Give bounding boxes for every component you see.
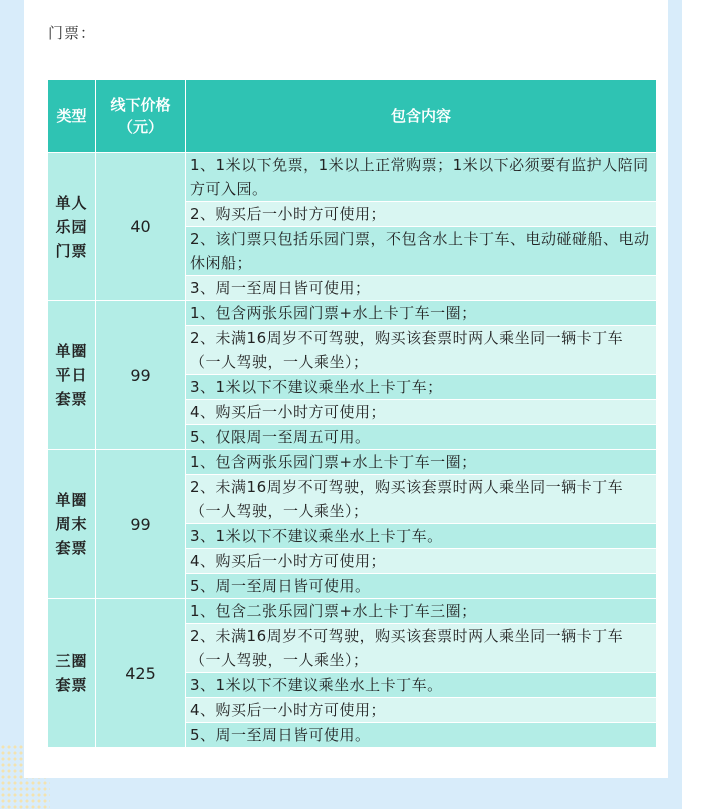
ticket-content-item: 3、周一至周日皆可使用；	[186, 275, 656, 300]
ticket-type-line: 三圈	[55, 652, 88, 670]
ticket-content-item: 5、周一至周日皆可使用。	[186, 722, 656, 747]
page-frame-right	[668, 0, 682, 809]
ticket-content-item: 3、1米以下不建议乘坐水上卡丁车。	[186, 672, 656, 697]
ticket-content-item: 3、1米以下不建议乘坐水上卡丁车；	[186, 374, 656, 399]
ticket-price-cell: 99	[96, 449, 186, 598]
ticket-type-cell	[48, 449, 96, 598]
ticket-content-item: 2、未满16周岁不可驾驶，购买该套票时两人乘坐同一辆卡丁车（一人驾驶，一人乘坐）；	[186, 474, 656, 523]
ticket-type-line: 套票	[55, 676, 88, 694]
ticket-type-cell	[48, 598, 96, 747]
ticket-content-item: 2、该门票只包括乐园门票，不包含水上卡丁车、电动碰碰船、电动休闲船；	[186, 226, 656, 275]
ticket-content-item: 5、仅限周一至周五可用。	[186, 424, 656, 449]
table-header-row	[48, 80, 656, 152]
ticket-content-item: 1、包含二张乐园门票+水上卡丁车三圈；	[186, 598, 656, 623]
ticket-type-cell	[48, 300, 96, 449]
ticket-type-line: 周末	[55, 515, 88, 533]
ticket-content-item: 4、购买后一小时方可使用；	[186, 548, 656, 573]
ticket-type-line: 套票	[55, 390, 88, 408]
ticket-type-line: 单人	[55, 193, 88, 212]
ticket-price-cell: 99	[96, 300, 186, 449]
header-price	[96, 80, 186, 152]
ticket-content-item: 4、购买后一小时方可使用；	[186, 399, 656, 424]
ticket-type-line: 单圈	[55, 342, 88, 360]
ticket-type-line: 套票	[55, 539, 88, 557]
header-type-label: 类型	[56, 107, 87, 125]
ticket-content-item: 3、1米以下不建议乘坐水上卡丁车。	[186, 523, 656, 548]
ticket-content-item: 4、购买后一小时方可使用；	[186, 697, 656, 722]
ticket-table	[48, 80, 656, 747]
ticket-content-item: 1、1米以下免票，1米以上正常购票；1米以下必须要有监护人陪同方可入园。	[186, 152, 656, 201]
ticket-type-line: 门票	[55, 241, 88, 260]
ticket-content-item: 2、未满16周岁不可驾驶，购买该套票时两人乘坐同一辆卡丁车（一人驾驶，一人乘坐）；	[186, 623, 656, 672]
table-row	[48, 598, 656, 623]
ticket-table-body	[48, 152, 656, 747]
header-content-label: 包含内容	[390, 107, 451, 125]
ticket-type-line: 平日	[55, 366, 88, 384]
table-row	[48, 449, 656, 474]
header-type	[48, 80, 96, 152]
ticket-section-label: 门票：	[48, 24, 97, 42]
ticket-type-cell	[48, 152, 96, 300]
header-price-line1: 线下价格	[110, 96, 171, 114]
ticket-content-item: 2、未满16周岁不可驾驶，购买该套票时两人乘坐同一辆卡丁车（一人驾驶，一人乘坐）；	[186, 325, 656, 374]
table-row	[48, 300, 656, 325]
header-content	[186, 80, 656, 152]
ticket-content-item: 1、包含两张乐园门票+水上卡丁车一圈；	[186, 449, 656, 474]
page-frame-bottom	[0, 778, 682, 809]
ticket-price-cell: 40	[96, 152, 186, 300]
header-price-line2: （元）	[117, 118, 163, 136]
ticket-type-line: 单圈	[55, 491, 88, 509]
ticket-content-item: 2、购买后一小时方可使用；	[186, 201, 656, 226]
table-row	[48, 152, 656, 201]
ticket-price-cell: 425	[96, 598, 186, 747]
ticket-content-item: 5、周一至周日皆可使用。	[186, 573, 656, 598]
page-frame-left	[0, 0, 24, 809]
ticket-content-item: 1、包含两张乐园门票+水上卡丁车一圈；	[186, 300, 656, 325]
ticket-type-line: 乐园	[55, 217, 88, 236]
